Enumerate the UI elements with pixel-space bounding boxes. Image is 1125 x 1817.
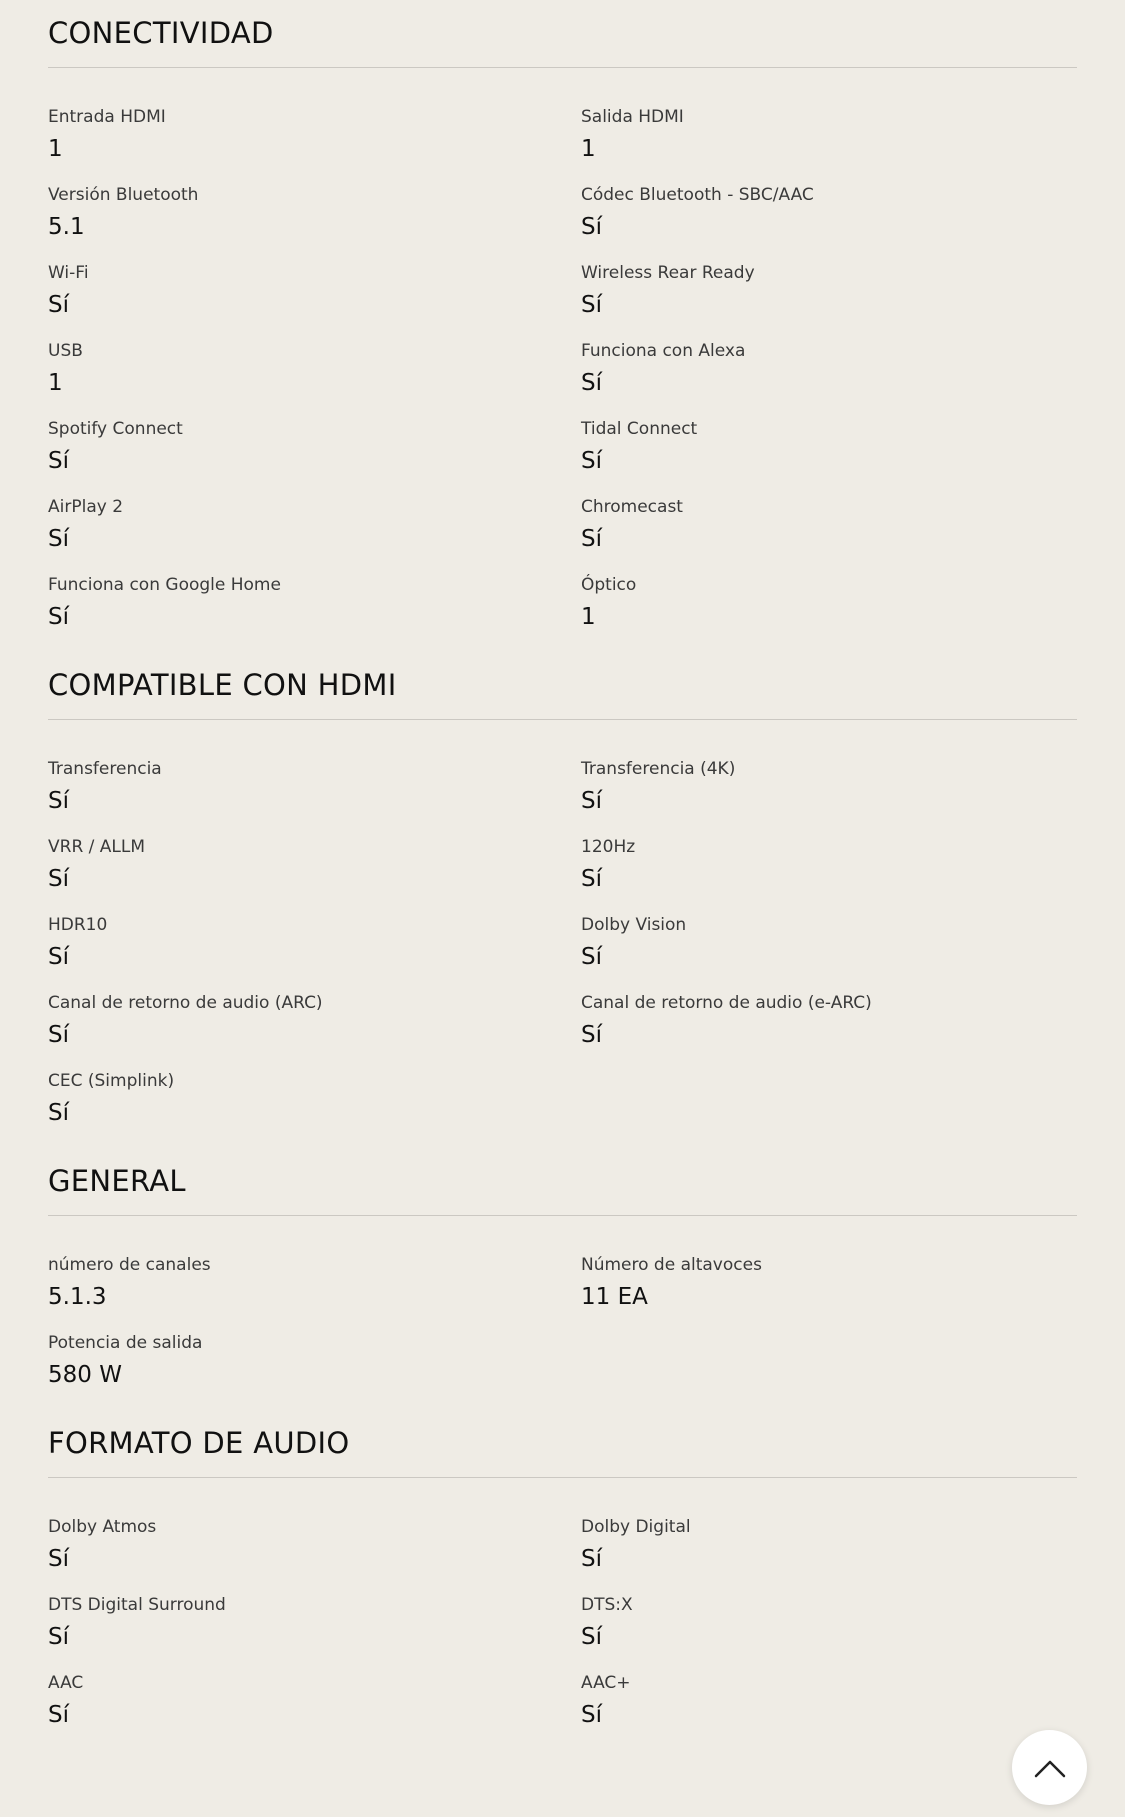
spec-item [48,418,581,496]
spec-label: USB [48,341,83,361]
spec-item [48,992,581,1070]
section-divider [48,1477,1077,1478]
spec-item [48,1070,581,1148]
spec-value: Sí [48,1100,69,1126]
spec-value: Sí [48,944,69,970]
spec-label: Transferencia (4K) [581,759,736,779]
spec-value: Sí [581,1624,602,1650]
spec-label: Códec Bluetooth - SBC/AAC [581,185,814,205]
section-divider [48,719,1077,720]
spec-value: Sí [581,788,602,814]
spec-label: Chromecast [581,497,683,517]
spec-label: Número de altavoces [581,1255,762,1275]
section-divider [48,1215,1077,1216]
spec-value: 580 W [48,1362,122,1388]
spec-label: Spotify Connect [48,419,183,439]
spec-label: Wireless Rear Ready [581,263,755,283]
spec-item [581,262,1077,340]
spec-value: Sí [581,214,602,240]
section-title: CONECTIVIDAD [48,16,274,50]
spec-label: AAC+ [581,1673,631,1693]
spec-value: Sí [581,370,602,396]
spec-page [48,0,1077,1750]
spec-item [581,836,1077,914]
spec-label: HDR10 [48,915,108,935]
spec-item [48,1332,581,1410]
spec-grid [48,106,1077,652]
spec-value: Sí [581,292,602,318]
spec-label: número de canales [48,1255,211,1275]
chevron-up-icon [1034,1758,1066,1778]
spec-label: Tidal Connect [581,419,698,439]
spec-label: VRR / ALLM [48,837,146,857]
spec-item [581,106,1077,184]
spec-item [581,758,1077,836]
spec-value: 1 [48,136,63,162]
spec-label: Dolby Atmos [48,1517,157,1537]
spec-item [48,1254,581,1332]
spec-value: Sí [48,1624,69,1650]
spec-item [581,496,1077,574]
spec-item [48,1594,581,1672]
spec-value: Sí [48,292,69,318]
section-title: FORMATO DE AUDIO [48,1426,350,1460]
spec-value: Sí [48,1022,69,1048]
spec-section [48,1410,1077,1750]
spec-item [48,262,581,340]
spec-label: CEC (Simplink) [48,1071,175,1091]
spec-item [581,1254,1077,1332]
spec-value: Sí [48,788,69,814]
spec-value: Sí [581,1546,602,1572]
spec-label: Entrada HDMI [48,107,166,127]
spec-section [48,0,1077,652]
spec-item [581,914,1077,992]
spec-item [581,1672,1077,1750]
spec-grid [48,1254,1077,1410]
section-title: GENERAL [48,1164,186,1198]
spec-value: Sí [581,448,602,474]
spec-item [48,184,581,262]
spec-label: Wi-Fi [48,263,89,283]
spec-label: Salida HDMI [581,107,684,127]
spec-item [581,418,1077,496]
spec-section [48,652,1077,1148]
spec-item [48,340,581,418]
spec-label: Óptico [581,575,637,595]
spec-value: Sí [48,1702,69,1728]
spec-label: AirPlay 2 [48,497,124,517]
spec-label: Dolby Vision [581,915,687,935]
spec-item [581,1516,1077,1594]
spec-item [581,184,1077,262]
spec-value: 5.1.3 [48,1284,107,1310]
spec-item [581,340,1077,418]
spec-section [48,1148,1077,1410]
spec-label: Transferencia [48,759,162,779]
back-to-top-button[interactable] [1012,1730,1087,1805]
spec-value: Sí [581,944,602,970]
spec-item [581,1594,1077,1672]
spec-label: Funciona con Alexa [581,341,746,361]
spec-label: DTS Digital Surround [48,1595,226,1615]
spec-value: Sí [48,866,69,892]
spec-label: Canal de retorno de audio (ARC) [48,993,323,1013]
spec-value: 11 EA [581,1284,648,1310]
spec-value: Sí [48,1546,69,1572]
section-divider [48,67,1077,68]
spec-value: 5.1 [48,214,85,240]
spec-label: Funciona con Google Home [48,575,281,595]
spec-value: Sí [581,866,602,892]
spec-value: Sí [581,1702,602,1728]
spec-item [581,574,1077,652]
spec-value: Sí [48,604,69,630]
spec-label: Potencia de salida [48,1333,203,1353]
spec-item [581,992,1077,1070]
spec-value: Sí [581,526,602,552]
spec-value: Sí [48,526,69,552]
section-title: COMPATIBLE CON HDMI [48,668,397,702]
spec-value: Sí [48,448,69,474]
spec-label: DTS:X [581,1595,633,1615]
spec-grid [48,758,1077,1148]
spec-item [48,574,581,652]
spec-item [48,836,581,914]
spec-item [48,1516,581,1594]
spec-label: 120Hz [581,837,636,857]
spec-label: AAC [48,1673,84,1693]
spec-value: 1 [581,136,596,162]
spec-value: Sí [581,1022,602,1048]
spec-value: 1 [48,370,63,396]
spec-value: 1 [581,604,596,630]
spec-grid [48,1516,1077,1750]
spec-item [48,1672,581,1750]
spec-item [48,496,581,574]
spec-item [48,758,581,836]
spec-label: Canal de retorno de audio (e-ARC) [581,993,872,1013]
spec-label: Dolby Digital [581,1517,691,1537]
spec-label: Versión Bluetooth [48,185,199,205]
spec-item [48,914,581,992]
spec-item [48,106,581,184]
